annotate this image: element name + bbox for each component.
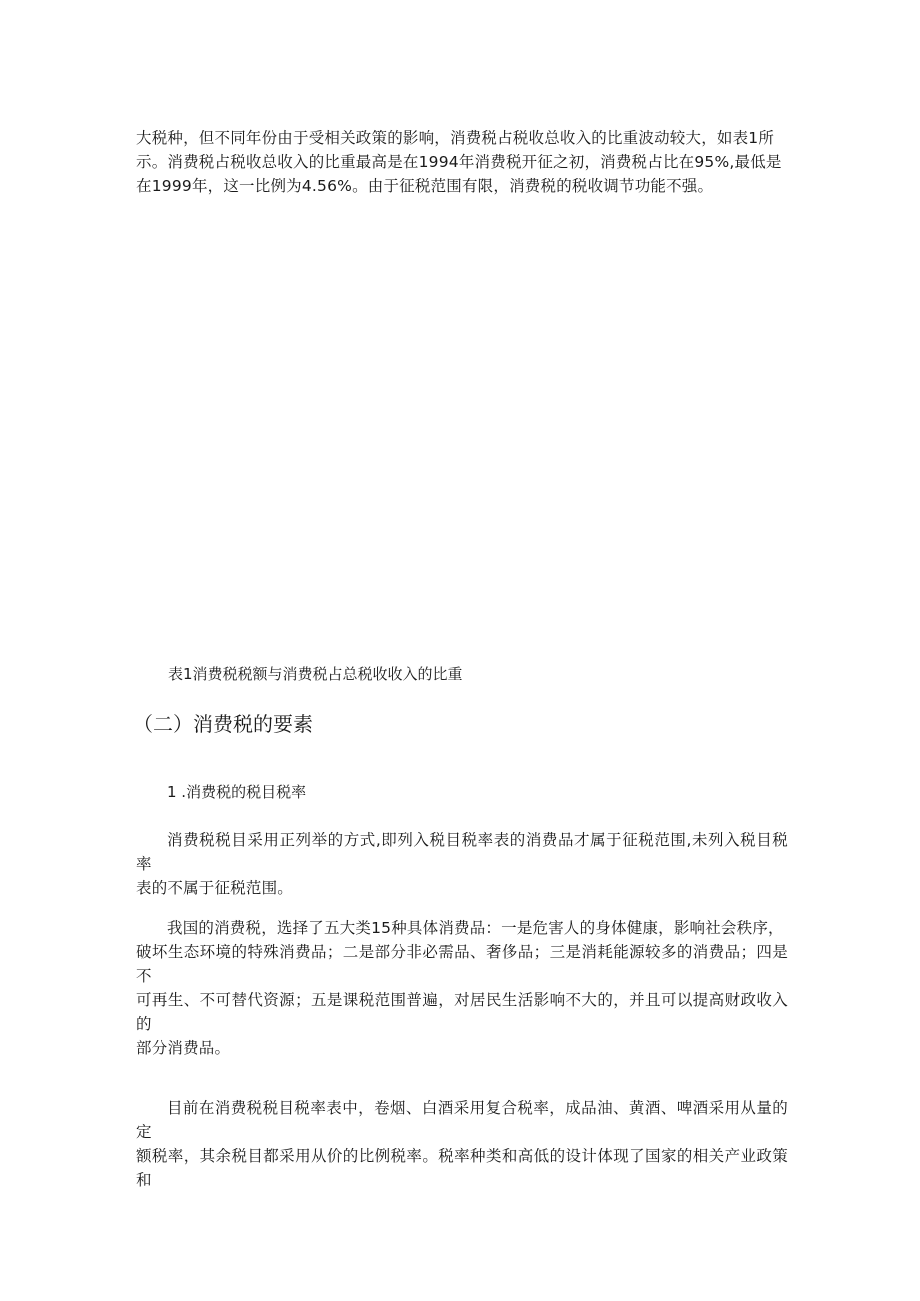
tax-rate-paragraph: 目前在消费税税目税率表中，卷烟、白酒采用复合税率，成品油、黄酒、啤酒采用从量的定 额税率，其余税目都采用从价的比例税率。税率种类和高低的设计体现了国家的相关产业政策和 [136, 1099, 788, 1189]
table-placeholder-area [136, 240, 788, 640]
consumer-goods-paragraph: 我国的消费税，选择了五大类15种具体消费品：一是危害人的身体健康，影响社会秩序， 破坏生态环境的特殊消费品；二是部分非必需品、奢侈品；三是消耗能源较多的消费品；四是不 可再生、不可替代资源；五是课税范围普遍，对居民生活影响不大的，并且可以提高财政收入的 部分消费品。 [136, 919, 788, 1057]
table-caption: 表1消费税税额与消费税占总税收收入的比重 [168, 665, 463, 683]
tax-items-paragraph: 消费税税目采用正列举的方式,即列入税目税率表的消费品才属于征税范围,未列入税目税率 表的不属于征税范围。 [136, 831, 788, 897]
subsection-heading: 1 .消费税的税目税率 [167, 783, 307, 801]
intro-paragraph: 大税种，但不同年份由于受相关政策的影响，消费税占税收总收入的比重波动较大，如表1所 示。消费税占税收总收入的比重最高是在1994年消费税开征之初，消费税占比在95%,最低是 在1999年，这一比例为4.56%。由于征税范围有限，消费税的税收调节功能不强。 [136, 129, 782, 195]
section-heading: （二）消费税的要素 [133, 712, 313, 736]
